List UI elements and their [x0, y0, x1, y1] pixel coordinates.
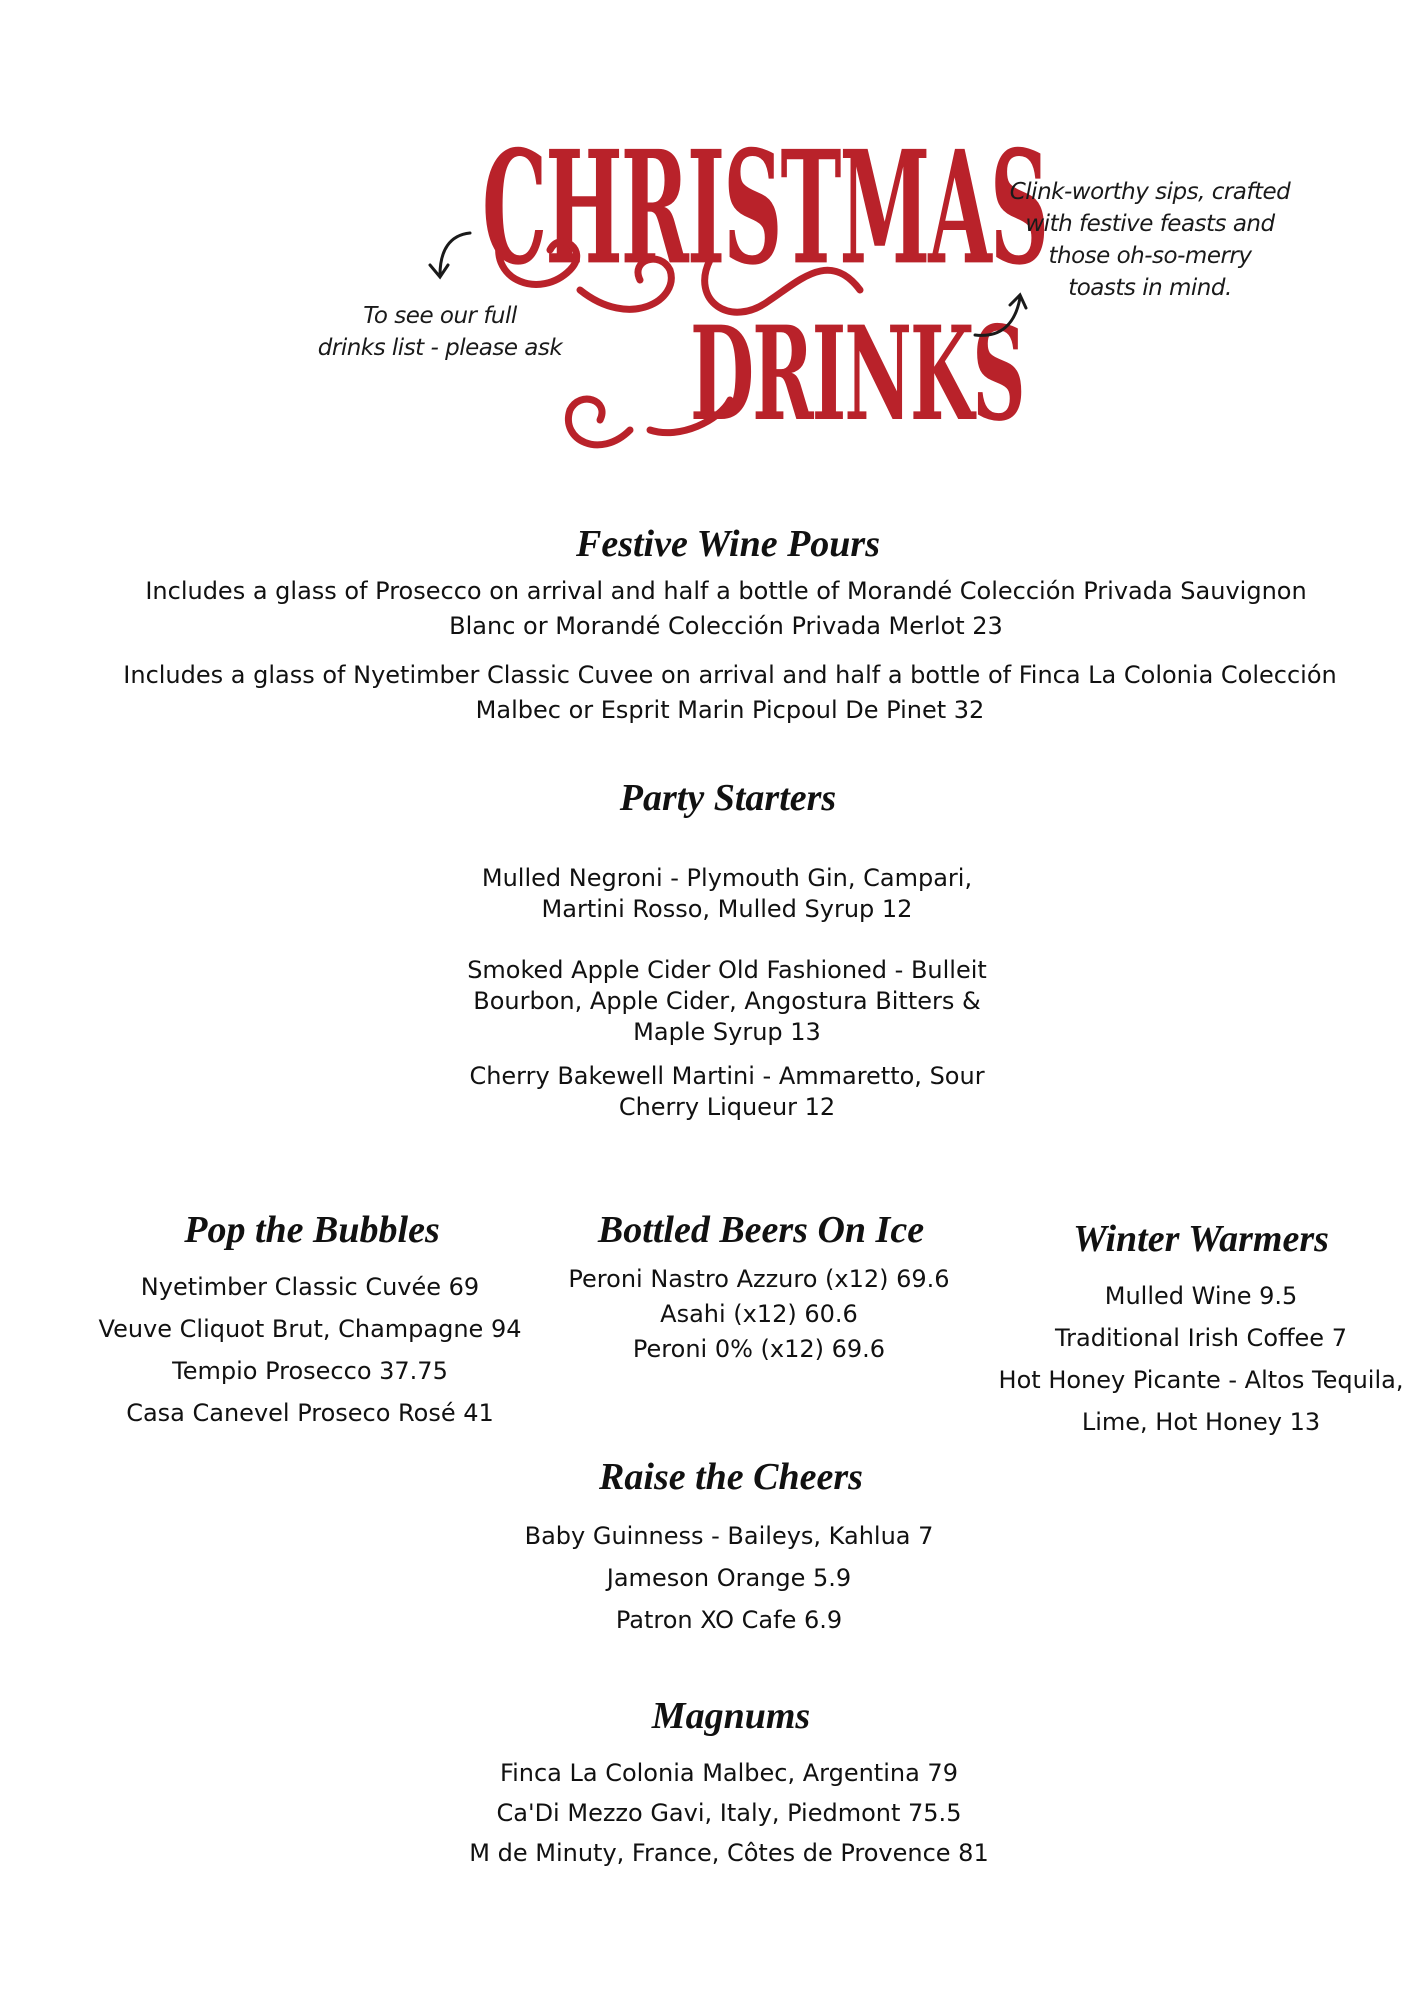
beers-item: Asahi (x12) 60.6	[660, 1300, 858, 1328]
party-item-line: Smoked Apple Cider Old Fashioned - Bulleit	[467, 956, 987, 984]
bubbles-title: Pop the Bubbles	[184, 1209, 440, 1251]
note-right	[965, 176, 1335, 304]
festive-item-line: Blanc or Morandé Colección Privada Merlot 23	[449, 612, 1003, 640]
party-item	[467, 955, 987, 1048]
note-left-line: To see our full	[363, 303, 517, 329]
warmers-item: Traditional Irish Coffee 7	[1055, 1324, 1347, 1352]
party-item-line: Bourbon, Apple Cider, Angostura Bitters &	[473, 987, 981, 1015]
cheers-item: Jameson Orange 5.9	[606, 1564, 852, 1592]
warmers-item: Lime, Hot Honey 13	[1081, 1408, 1321, 1436]
party-item	[482, 863, 972, 925]
cheers-item: Patron XO Cafe 6.9	[615, 1606, 843, 1634]
cheers-title: Raise the Cheers	[599, 1456, 863, 1498]
festive-item-line: Malbec or Esprit Marin Picpoul De Pinet 32	[475, 696, 985, 724]
bubbles-item: Nyetimber Classic Cuvée 69	[140, 1273, 480, 1301]
note-right-line: Clink-worthy sips, crafted	[1009, 179, 1291, 205]
beers-title: Bottled Beers On Ice	[597, 1209, 925, 1251]
bubbles-item: Veuve Cliquot Brut, Champagne 94	[98, 1315, 522, 1343]
festive-item-line: Includes a glass of Prosecco on arrival and half a bottle of Morandé Colección Privada Sauvignon	[145, 577, 1307, 605]
party-item-line: Maple Syrup 13	[633, 1018, 821, 1046]
beers-item: Peroni 0% (x12) 69.6	[632, 1335, 886, 1363]
warmers-item: Hot Honey Picante - Altos Tequila,	[998, 1366, 1404, 1394]
warmers-list	[999, 1275, 1404, 1443]
party-item-line: Mulled Negroni - Plymouth Gin, Campari,	[481, 864, 973, 892]
magnums-list	[469, 1753, 988, 1873]
bubbles-item: Casa Canevel Proseco Rosé 41	[126, 1399, 494, 1427]
party-item-line: Martini Rosso, Mulled Syrup 12	[541, 895, 913, 923]
party-item	[469, 1061, 984, 1123]
beers-item: Peroni Nastro Azzuro (x12) 69.6	[568, 1265, 950, 1293]
festive-title: Festive Wine Pours	[575, 523, 881, 565]
logo-christmas: CHRISTMAS	[482, 118, 1048, 301]
magnums-item: Finca La Colonia Malbec, Argentina 79	[500, 1759, 958, 1787]
note-left	[280, 300, 600, 364]
festive-item-line: Includes a glass of Nyetimber Classic Cuvee on arrival and half a bottle of Finca La Colonia Colección	[123, 661, 1337, 689]
party-title: Party Starters	[619, 777, 837, 819]
note-right-line: those oh-so-merry	[1048, 243, 1252, 269]
cheers-list	[525, 1515, 934, 1641]
note-right-line: toasts in mind.	[1068, 275, 1232, 301]
magnums-item: M de Minuty, France, Côtes de Provence 81	[469, 1839, 989, 1867]
magnums-title: Magnums	[651, 1695, 811, 1737]
cheers-item: Baby Guinness - Baileys, Kahlua 7	[524, 1522, 934, 1550]
beers-list	[568, 1262, 949, 1367]
magnums-item: Ca'Di Mezzo Gavi, Italy, Piedmont 75.5	[496, 1799, 962, 1827]
warmers-item: Mulled Wine 9.5	[1104, 1282, 1298, 1310]
party-item-line: Cherry Liqueur 12	[618, 1093, 836, 1121]
bubbles-item: Tempio Prosecco 37.75	[172, 1357, 448, 1385]
note-left-line: drinks list - please ask	[317, 335, 563, 361]
festive-item	[145, 574, 1306, 644]
note-right-line: with festive feasts and	[1025, 211, 1275, 237]
festive-item	[123, 658, 1336, 728]
warmers-title: Winter Warmers	[1073, 1218, 1329, 1260]
bubbles-list	[99, 1266, 522, 1434]
party-item-line: Cherry Bakewell Martini - Ammaretto, Sour	[469, 1062, 985, 1090]
logo-swirls	[480, 100, 1048, 460]
arrow-down-icon	[420, 225, 480, 285]
logo-drinks: DRINKS	[690, 300, 1024, 451]
